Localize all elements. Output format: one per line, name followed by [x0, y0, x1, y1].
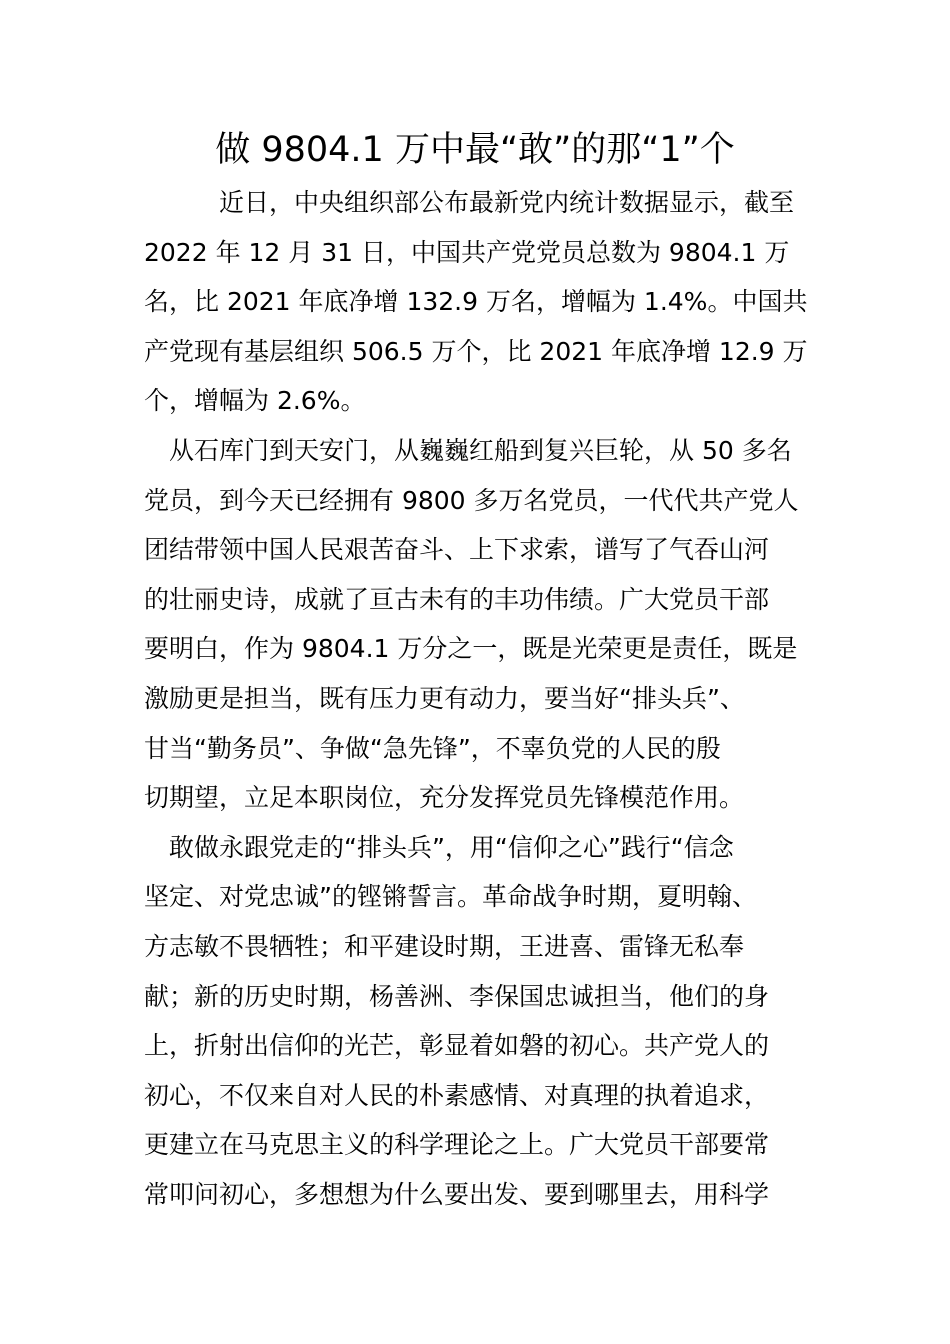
text-line: 献；新的历史时期，杨善洲、李保国忠诚担当，他们的身	[144, 981, 770, 1011]
paragraph-history	[144, 426, 814, 823]
text-line: 方志敏不畏牺牲；和平建设时期，王进喜、雷锋无私奉	[144, 931, 745, 961]
text-line: 常叩问初心，多想想为什么要出发、要到哪里去，用科学	[144, 1179, 770, 1209]
text-line: 从石库门到天安门，从巍巍红船到复兴巨轮，从 50 多名	[169, 435, 792, 465]
text-line: 名，比 2021 年底净增 132.9 万名，增幅为 1.4%。中国共	[144, 287, 808, 317]
text-line: 初心，不仅来自对人民的朴素感情、对真理的执着追求，	[144, 1080, 770, 1110]
text-line: 的壮丽史诗，成就了亘古未有的丰功伟绩。广大党员干部	[144, 584, 770, 614]
text-line: 坚定、对党忠诚”的铿锵誓言。革命战争时期，夏明翰、	[144, 882, 757, 912]
text-line: 团结带领中国人民艰苦奋斗、上下求索，谱写了气吞山河	[144, 535, 770, 565]
text-line: 党员，到今天已经拥有 9800 多万名党员，一代代共产党人	[144, 485, 799, 515]
text-line: 激励更是担当，既有压力更有动力，要当好“排头兵”、	[144, 683, 745, 713]
text-line: 要明白，作为 9804.1 万分之一，既是光荣更是责任，既是	[144, 634, 798, 664]
text-line: 产党现有基层组织 506.5 万个，比 2021 年底净增 12.9 万	[144, 336, 808, 366]
paragraph-statistics	[144, 178, 814, 426]
text-line: 敢做永跟党走的“排头兵”，用“信仰之心”践行“信念	[169, 832, 734, 862]
paragraph-vanguard	[144, 823, 814, 1220]
text-line: 2022 年 12 月 31 日，中国共产党党员总数为 9804.1 万	[144, 237, 790, 267]
text-line: 近日，中央组织部公布最新党内统计数据显示，截至	[219, 188, 795, 217]
document-title: 做 9804.1 万中最“敢”的那“1”个	[215, 130, 735, 170]
text-line: 更建立在马克思主义的科学理论之上。广大党员干部要常	[144, 1130, 770, 1160]
document-body	[144, 178, 814, 1219]
text-line: 切期望，立足本职岗位，充分发挥党员先锋模范作用。	[144, 783, 745, 813]
text-line: 甘当“勤务员”、争做“急先锋”，不辜负党的人民的殷	[144, 733, 721, 763]
text-line: 上，折射出信仰的光芒，彰显着如磐的初心。共产党人的	[144, 1031, 770, 1061]
text-line: 个，增幅为 2.6%。	[144, 386, 366, 416]
